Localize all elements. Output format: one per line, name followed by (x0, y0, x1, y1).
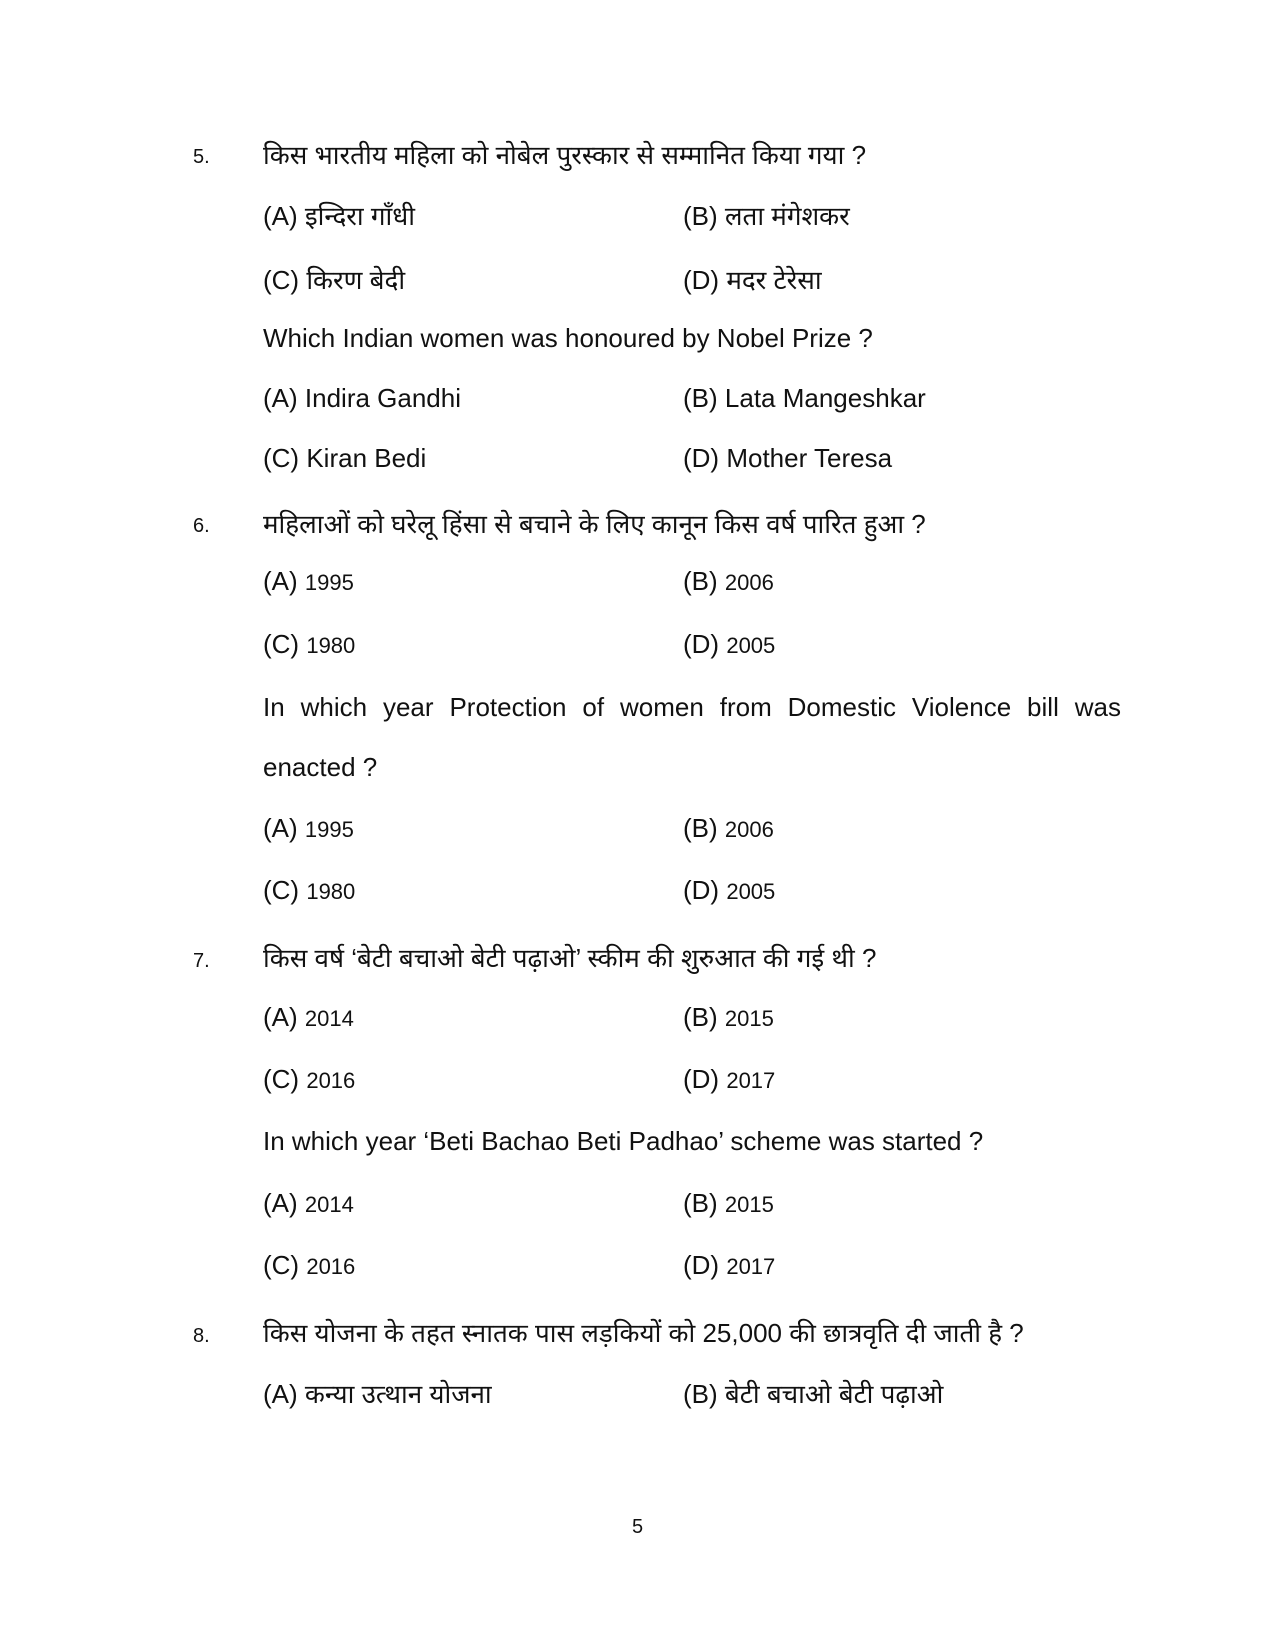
option (683, 875, 775, 906)
option-text: 2017 (726, 1254, 776, 1279)
option-letter: (A) (263, 1002, 298, 1032)
option (263, 1188, 354, 1219)
option-letter: (C) (263, 265, 300, 295)
question-text-hindi: किस योजना के तहत स्नातक पास लड़कियों को 25,000 की छात्रवृति दी जाती है ? (263, 1318, 1024, 1348)
option-text: 2006 (724, 570, 774, 595)
option-letter: (A) (263, 201, 298, 231)
option-text: 2014 (304, 1192, 354, 1217)
option (263, 261, 405, 297)
option (683, 566, 774, 597)
question-text-hindi: किस वर्ष ‘बेटी बचाओ बेटी पढ़ाओ’ स्कीम की शुरुआत की गई थी ? (263, 943, 877, 973)
option (683, 261, 822, 297)
option-text: Indira Gandhi (304, 383, 462, 413)
option-text: लता मंगेशकर (724, 201, 850, 231)
option-letter: (A) (263, 383, 298, 413)
option-letter: (B) (683, 566, 718, 596)
option-letter: (D) (683, 875, 720, 905)
question-text-hindi: महिलाओं को घरेलू हिंसा से बचाने के लिए कानून किस वर्ष पारित हुआ ? (263, 509, 926, 539)
question-number: 7. (193, 950, 210, 972)
option-letter: (A) (263, 566, 298, 596)
option (263, 197, 415, 233)
option-letter: (D) (683, 629, 720, 659)
option-letter: (B) (683, 813, 718, 843)
question-text-english: Which Indian women was honoured by Nobel Prize ? (263, 323, 873, 353)
option-text: 2017 (726, 1068, 776, 1093)
option-text: किरण बेदी (306, 265, 406, 295)
option-text: 2015 (724, 1006, 774, 1031)
option (263, 383, 461, 414)
question-number: 8. (193, 1325, 210, 1347)
option-letter: (D) (683, 1064, 720, 1094)
option (683, 813, 774, 844)
option (683, 1064, 775, 1095)
question-number: 6. (193, 515, 210, 537)
option (683, 197, 850, 233)
option-text: कन्या उत्थान योजना (304, 1379, 492, 1409)
option-letter: (B) (683, 1188, 718, 1218)
option (263, 566, 354, 597)
option-letter: (C) (263, 875, 300, 905)
option (263, 875, 355, 906)
option (263, 1250, 355, 1281)
option (263, 443, 426, 474)
question-number: 5. (193, 146, 210, 168)
option-text: 2015 (724, 1192, 774, 1217)
option-letter: (C) (263, 629, 300, 659)
option-letter: (C) (263, 443, 300, 473)
option (683, 1002, 774, 1033)
option-text: 2005 (726, 633, 776, 658)
question-text-english: In which year Protection of women from Domestic Violence bill was (263, 692, 1121, 722)
option-letter: (D) (683, 443, 720, 473)
option-letter: (B) (683, 201, 718, 231)
option-letter: (A) (263, 1379, 298, 1409)
option (263, 1002, 354, 1033)
option-text: 1995 (304, 817, 354, 842)
option-text: Kiran Bedi (306, 443, 427, 473)
option-letter: (B) (683, 383, 718, 413)
option-text: 2016 (306, 1068, 356, 1093)
option-text: मदर टेरेसा (726, 265, 822, 295)
option-text: 1980 (306, 633, 356, 658)
question-text-english-cont: enacted ? (263, 752, 378, 782)
option-text: 1980 (306, 879, 356, 904)
option (683, 1188, 774, 1219)
option (263, 629, 355, 660)
option (263, 1064, 355, 1095)
option-letter: (D) (683, 1250, 720, 1280)
option-text: 2006 (724, 817, 774, 842)
option (683, 1375, 943, 1411)
option (683, 629, 775, 660)
option (683, 443, 892, 474)
question-text-hindi: किस भारतीय महिला को नोबेल पुरस्कार से सम्मानित किया गया ? (263, 140, 867, 170)
option-text: 2016 (306, 1254, 356, 1279)
option-letter: (A) (263, 1188, 298, 1218)
option-letter: (C) (263, 1064, 300, 1094)
option-text: Mother Teresa (726, 443, 893, 473)
question-text-english: In which year ‘Beti Bachao Beti Padhao’ scheme was started ? (263, 1126, 984, 1156)
option-text: 2005 (726, 879, 776, 904)
option-text: इन्दिरा गाँधी (304, 201, 415, 231)
option-text: बेटी बचाओ बेटी पढ़ाओ (724, 1379, 944, 1409)
option-letter: (A) (263, 813, 298, 843)
option-letter: (B) (683, 1379, 718, 1409)
option-text: 1995 (304, 570, 354, 595)
option (683, 1250, 775, 1281)
option (263, 813, 354, 844)
option-text: Lata Mangeshkar (724, 383, 926, 413)
option-letter: (D) (683, 265, 720, 295)
option (263, 1375, 492, 1411)
page-number: 5 (631, 1516, 644, 1538)
option (683, 383, 926, 414)
option-letter: (C) (263, 1250, 300, 1280)
option-letter: (B) (683, 1002, 718, 1032)
option-text: 2014 (304, 1006, 354, 1031)
